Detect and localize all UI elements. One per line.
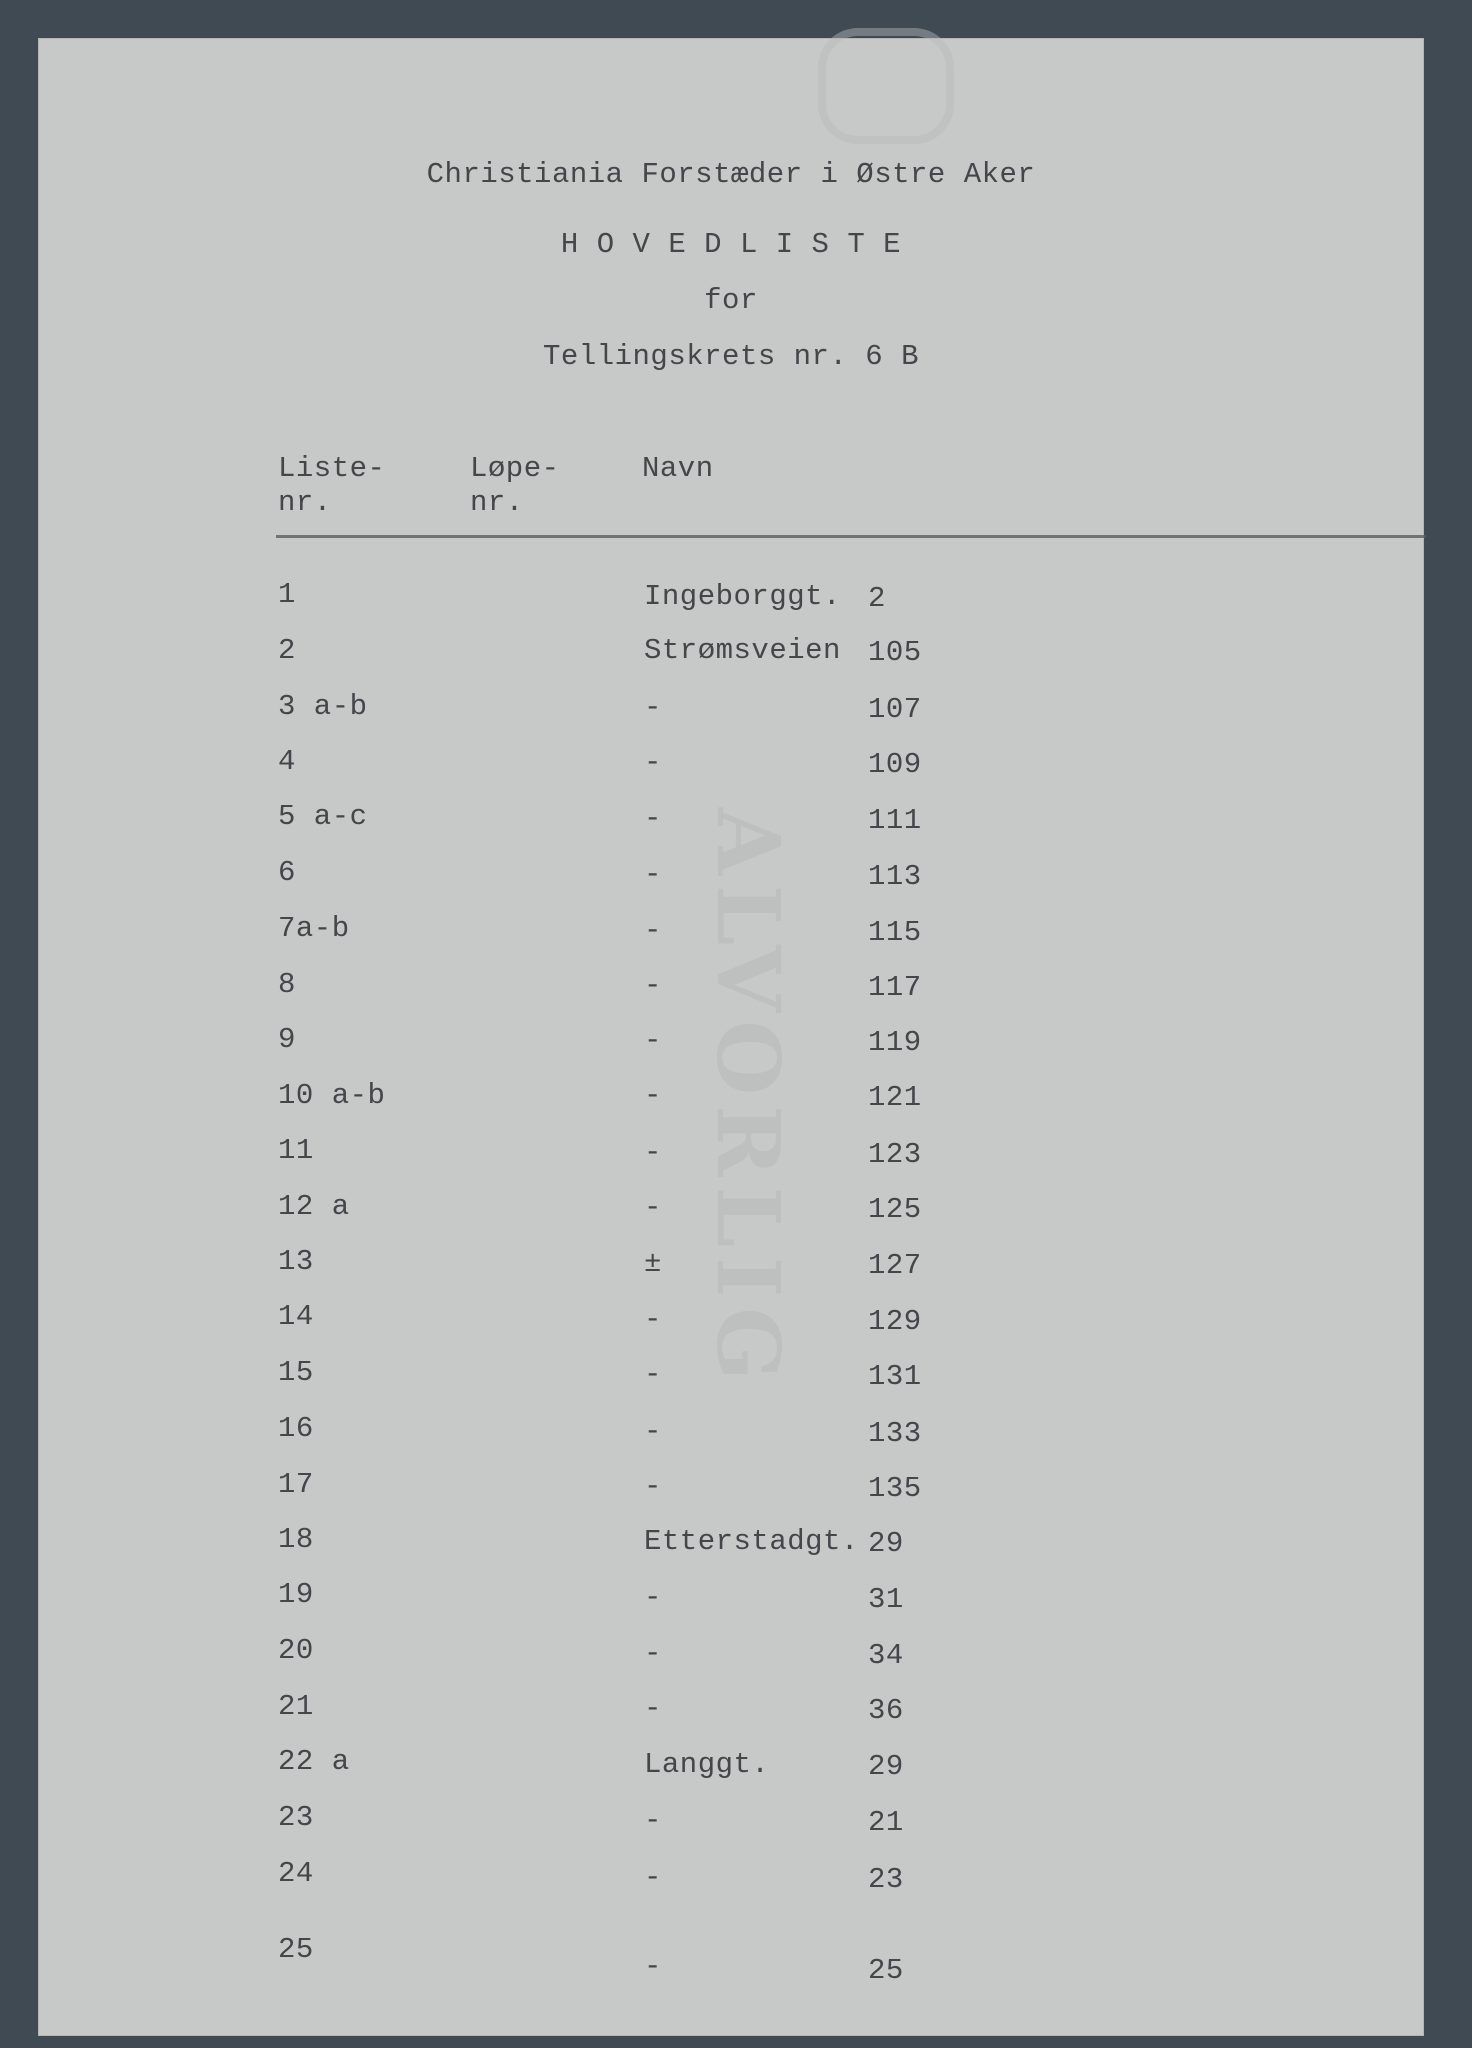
row-house-nr: 29	[868, 1750, 904, 1783]
row-navn: -	[644, 1024, 662, 1057]
row-navn: -	[644, 1136, 662, 1169]
row-liste-nr: 13	[278, 1245, 314, 1278]
row-house-nr: 131	[868, 1360, 922, 1393]
row-navn: -	[644, 858, 662, 891]
row-liste-nr: 22 a	[278, 1745, 350, 1778]
row-liste-nr: 21	[278, 1690, 314, 1723]
row-house-nr: 135	[868, 1472, 922, 1505]
header-district: Tellingskrets nr. 6 B	[543, 340, 919, 373]
bleed-through-stamp: ALVORLIG	[697, 808, 798, 1391]
row-liste-nr: 7a-b	[278, 912, 350, 945]
row-liste-nr: 14	[278, 1300, 314, 1333]
row-navn: -	[644, 914, 662, 947]
row-navn: Langgt.	[644, 1748, 770, 1781]
row-house-nr: 36	[868, 1694, 904, 1727]
row-liste-nr: 8	[278, 968, 296, 1001]
row-house-nr: 115	[868, 916, 922, 949]
row-liste-nr: 25	[278, 1933, 314, 1966]
row-liste-nr: 4	[278, 745, 296, 778]
row-navn: -	[644, 1303, 662, 1336]
row-liste-nr: 17	[278, 1468, 314, 1501]
column-header-lope: Løpe- nr.	[470, 452, 560, 519]
row-navn: Etterstadgt.	[644, 1525, 859, 1558]
row-navn: ±	[644, 1247, 662, 1280]
row-liste-nr: 2	[278, 634, 296, 667]
row-navn: -	[644, 802, 662, 835]
row-liste-nr: 3 a-b	[278, 690, 368, 723]
row-liste-nr: 1	[278, 578, 296, 611]
row-house-nr: 109	[868, 748, 922, 781]
row-house-nr: 107	[868, 693, 922, 726]
row-navn: -	[644, 1804, 662, 1837]
bleed-through-mark	[818, 28, 954, 144]
row-navn: -	[644, 1079, 662, 1112]
row-house-nr: 105	[868, 636, 922, 669]
header-title: Christiania Forstæder i Østre Aker	[426, 158, 1036, 191]
row-liste-nr: 24	[278, 1857, 314, 1890]
row-house-nr: 119	[868, 1026, 922, 1059]
row-house-nr: 123	[868, 1138, 922, 1171]
row-liste-nr: 18	[278, 1523, 314, 1556]
row-liste-nr: 16	[278, 1412, 314, 1445]
row-liste-nr: 11	[278, 1134, 314, 1167]
row-liste-nr: 6	[278, 856, 296, 889]
row-navn: Ingeborggt.	[644, 580, 841, 613]
header-for: for	[704, 284, 758, 317]
row-navn: -	[644, 1861, 662, 1894]
row-house-nr: 111	[868, 804, 922, 837]
row-house-nr: 133	[868, 1417, 922, 1450]
row-house-nr: 23	[868, 1863, 904, 1896]
row-navn: -	[644, 1692, 662, 1725]
row-liste-nr: 15	[278, 1356, 314, 1389]
header-heading: H O V E D L I S T E	[560, 228, 902, 261]
row-liste-nr: 19	[278, 1578, 314, 1611]
row-house-nr: 2	[868, 582, 886, 615]
row-navn: -	[644, 691, 662, 724]
row-navn: -	[644, 746, 662, 779]
row-navn: -	[644, 1637, 662, 1670]
row-navn: Strømsveien	[644, 634, 841, 667]
row-house-nr: 125	[868, 1193, 922, 1226]
row-liste-nr: 23	[278, 1801, 314, 1834]
document-page	[38, 38, 1424, 2036]
row-liste-nr: 20	[278, 1634, 314, 1667]
row-navn: -	[644, 1191, 662, 1224]
row-house-nr: 25	[868, 1954, 904, 1987]
row-navn: -	[644, 1358, 662, 1391]
row-liste-nr: 12 a	[278, 1190, 350, 1223]
header-rule	[276, 535, 1426, 538]
row-liste-nr: 10 a-b	[278, 1079, 386, 1112]
row-navn: -	[644, 1950, 662, 1983]
row-house-nr: 29	[868, 1527, 904, 1560]
row-house-nr: 129	[868, 1305, 922, 1338]
row-liste-nr: 9	[278, 1023, 296, 1056]
row-navn: -	[644, 1581, 662, 1614]
row-house-nr: 127	[868, 1249, 922, 1282]
row-navn: -	[644, 1470, 662, 1503]
row-liste-nr: 5 a-c	[278, 800, 368, 833]
column-header-navn: Navn	[642, 452, 714, 485]
row-navn: -	[644, 1415, 662, 1448]
row-house-nr: 117	[868, 971, 922, 1004]
row-house-nr: 121	[868, 1081, 922, 1114]
row-house-nr: 31	[868, 1583, 904, 1616]
row-house-nr: 21	[868, 1806, 904, 1839]
row-navn: -	[644, 969, 662, 1002]
column-header-liste: Liste- nr.	[278, 452, 386, 519]
row-house-nr: 113	[868, 860, 922, 893]
row-house-nr: 34	[868, 1639, 904, 1672]
